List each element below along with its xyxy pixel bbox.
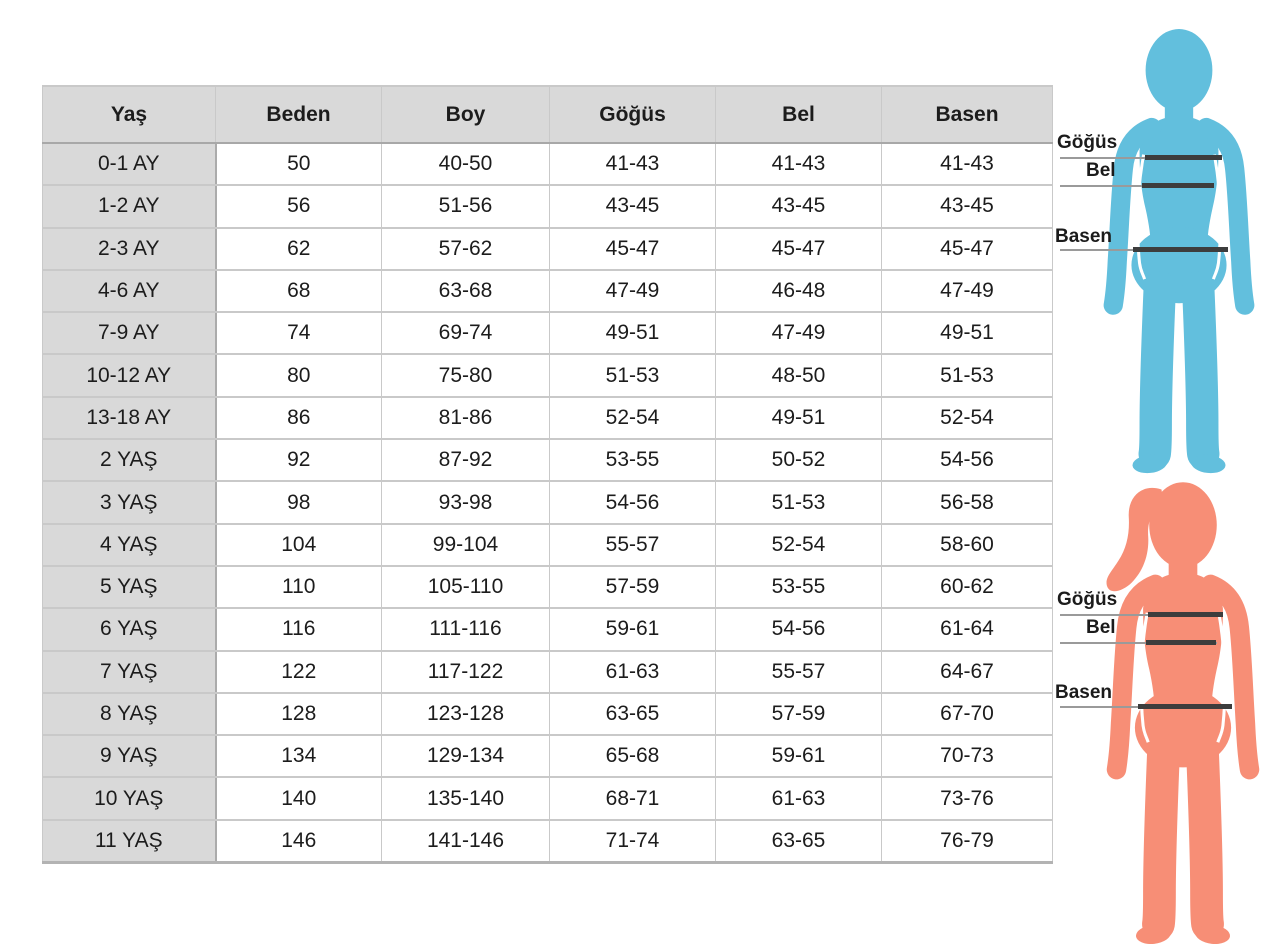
table-row: [43, 608, 1053, 650]
row-age-cell: 5 YAŞ: [43, 566, 216, 608]
row-value-cell: 55-57: [716, 651, 882, 693]
table-row: [43, 693, 1053, 735]
row-age-cell: 10-12 AY: [43, 354, 216, 396]
row-value-cell: 75-80: [382, 354, 550, 396]
row-value-cell: 54-56: [882, 439, 1053, 481]
waist-measure-line-bottom: [1146, 640, 1216, 645]
row-value-cell: 63-65: [550, 693, 716, 735]
row-value-cell: 74: [216, 312, 382, 354]
row-value-cell: 40-50: [382, 143, 550, 185]
table-row: [43, 524, 1053, 566]
row-value-cell: 99-104: [382, 524, 550, 566]
column-header-waist: Bel: [716, 86, 882, 143]
chest-measure-line-top: [1145, 155, 1222, 160]
column-header-size: Beden: [216, 86, 382, 143]
row-value-cell: 65-68: [550, 735, 716, 777]
row-value-cell: 135-140: [382, 777, 550, 819]
row-value-cell: 60-62: [882, 566, 1053, 608]
table-row: [43, 439, 1053, 481]
row-value-cell: 47-49: [716, 312, 882, 354]
row-value-cell: 47-49: [550, 270, 716, 312]
table-row: [43, 735, 1053, 777]
row-value-cell: 48-50: [716, 354, 882, 396]
row-value-cell: 129-134: [382, 735, 550, 777]
column-header-height: Boy: [382, 86, 550, 143]
row-value-cell: 53-55: [716, 566, 882, 608]
row-value-cell: 57-62: [382, 228, 550, 270]
table-row: [43, 185, 1053, 227]
row-value-cell: 57-59: [550, 566, 716, 608]
row-value-cell: 80: [216, 354, 382, 396]
row-value-cell: 67-70: [882, 693, 1053, 735]
row-value-cell: 63-65: [716, 820, 882, 863]
row-value-cell: 123-128: [382, 693, 550, 735]
row-value-cell: 47-49: [882, 270, 1053, 312]
row-value-cell: 134: [216, 735, 382, 777]
column-header-age: Yaş: [43, 86, 216, 143]
row-age-cell: 9 YAŞ: [43, 735, 216, 777]
row-value-cell: 51-53: [550, 354, 716, 396]
row-value-cell: 73-76: [882, 777, 1053, 819]
row-value-cell: 52-54: [716, 524, 882, 566]
hips-measure-line-top: [1133, 247, 1228, 252]
row-age-cell: 2-3 AY: [43, 228, 216, 270]
row-value-cell: 141-146: [382, 820, 550, 863]
table-row: [43, 777, 1053, 819]
row-value-cell: 61-63: [550, 651, 716, 693]
row-value-cell: 81-86: [382, 397, 550, 439]
row-value-cell: 43-45: [716, 185, 882, 227]
row-age-cell: 0-1 AY: [43, 143, 216, 185]
row-value-cell: 128: [216, 693, 382, 735]
row-value-cell: 41-43: [716, 143, 882, 185]
row-value-cell: 146: [216, 820, 382, 863]
row-value-cell: 51-56: [382, 185, 550, 227]
row-value-cell: 64-67: [882, 651, 1053, 693]
hips-label-top: Basen: [1055, 226, 1113, 247]
row-age-cell: 2 YAŞ: [43, 439, 216, 481]
row-age-cell: 7-9 AY: [43, 312, 216, 354]
row-value-cell: 111-116: [382, 608, 550, 650]
row-value-cell: 68: [216, 270, 382, 312]
waist-label-bottom: Bel: [1086, 617, 1116, 638]
row-value-cell: 71-74: [550, 820, 716, 863]
table-row: [43, 270, 1053, 312]
row-value-cell: 76-79: [882, 820, 1053, 863]
header-row: [43, 86, 1053, 143]
row-value-cell: 116: [216, 608, 382, 650]
row-value-cell: 87-92: [382, 439, 550, 481]
row-value-cell: 63-68: [382, 270, 550, 312]
row-age-cell: 7 YAŞ: [43, 651, 216, 693]
row-value-cell: 69-74: [382, 312, 550, 354]
row-value-cell: 54-56: [550, 481, 716, 523]
row-age-cell: 11 YAŞ: [43, 820, 216, 863]
row-age-cell: 1-2 AY: [43, 185, 216, 227]
row-value-cell: 45-47: [550, 228, 716, 270]
row-value-cell: 52-54: [550, 397, 716, 439]
row-value-cell: 49-51: [550, 312, 716, 354]
row-value-cell: 45-47: [882, 228, 1053, 270]
size-table-body: [43, 143, 1053, 863]
row-value-cell: 56-58: [882, 481, 1053, 523]
row-value-cell: 54-56: [716, 608, 882, 650]
row-value-cell: 56: [216, 185, 382, 227]
row-value-cell: 49-51: [882, 312, 1053, 354]
row-value-cell: 55-57: [550, 524, 716, 566]
waist-label-top: Bel: [1086, 160, 1116, 181]
row-age-cell: 4 YAŞ: [43, 524, 216, 566]
row-age-cell: 6 YAŞ: [43, 608, 216, 650]
row-value-cell: 57-59: [716, 693, 882, 735]
row-value-cell: 117-122: [382, 651, 550, 693]
row-value-cell: 59-61: [550, 608, 716, 650]
chest-label-bottom: Göğüs: [1057, 589, 1118, 610]
table-row: [43, 312, 1053, 354]
hips-label-bottom: Basen: [1055, 682, 1113, 703]
table-row: [43, 228, 1053, 270]
row-age-cell: 10 YAŞ: [43, 777, 216, 819]
row-value-cell: 110: [216, 566, 382, 608]
row-age-cell: 3 YAŞ: [43, 481, 216, 523]
row-value-cell: 59-61: [716, 735, 882, 777]
row-value-cell: 50-52: [716, 439, 882, 481]
hips-measure-line-bottom: [1138, 704, 1232, 709]
row-value-cell: 45-47: [716, 228, 882, 270]
table-row: [43, 566, 1053, 608]
row-value-cell: 105-110: [382, 566, 550, 608]
row-value-cell: 98: [216, 481, 382, 523]
girl-silhouette-pink: [1096, 477, 1270, 947]
column-header-hips: Basen: [882, 86, 1053, 143]
row-value-cell: 62: [216, 228, 382, 270]
row-value-cell: 58-60: [882, 524, 1053, 566]
row-value-cell: 43-45: [882, 185, 1053, 227]
row-value-cell: 41-43: [882, 143, 1053, 185]
row-value-cell: 49-51: [716, 397, 882, 439]
row-value-cell: 92: [216, 439, 382, 481]
row-value-cell: 43-45: [550, 185, 716, 227]
row-value-cell: 86: [216, 397, 382, 439]
chest-label-top: Göğüs: [1057, 132, 1118, 153]
row-value-cell: 70-73: [882, 735, 1053, 777]
row-value-cell: 61-63: [716, 777, 882, 819]
row-value-cell: 41-43: [550, 143, 716, 185]
row-value-cell: 46-48: [716, 270, 882, 312]
row-value-cell: 122: [216, 651, 382, 693]
row-value-cell: 53-55: [550, 439, 716, 481]
row-value-cell: 93-98: [382, 481, 550, 523]
table-row: [43, 481, 1053, 523]
table-row: [43, 820, 1053, 863]
row-age-cell: 4-6 AY: [43, 270, 216, 312]
row-value-cell: 50: [216, 143, 382, 185]
row-value-cell: 104: [216, 524, 382, 566]
row-value-cell: 68-71: [550, 777, 716, 819]
chest-measure-line-bottom: [1148, 612, 1223, 617]
row-age-cell: 8 YAŞ: [43, 693, 216, 735]
row-value-cell: 51-53: [882, 354, 1053, 396]
table-row: [43, 397, 1053, 439]
table-row: [43, 354, 1053, 396]
size-table: [42, 85, 1053, 864]
table-row: [43, 651, 1053, 693]
table-row: [43, 143, 1053, 185]
row-value-cell: 140: [216, 777, 382, 819]
row-value-cell: 51-53: [716, 481, 882, 523]
row-value-cell: 61-64: [882, 608, 1053, 650]
row-age-cell: 13-18 AY: [43, 397, 216, 439]
row-value-cell: 52-54: [882, 397, 1053, 439]
waist-measure-line-top: [1142, 183, 1214, 188]
column-header-chest: Göğüs: [550, 86, 716, 143]
